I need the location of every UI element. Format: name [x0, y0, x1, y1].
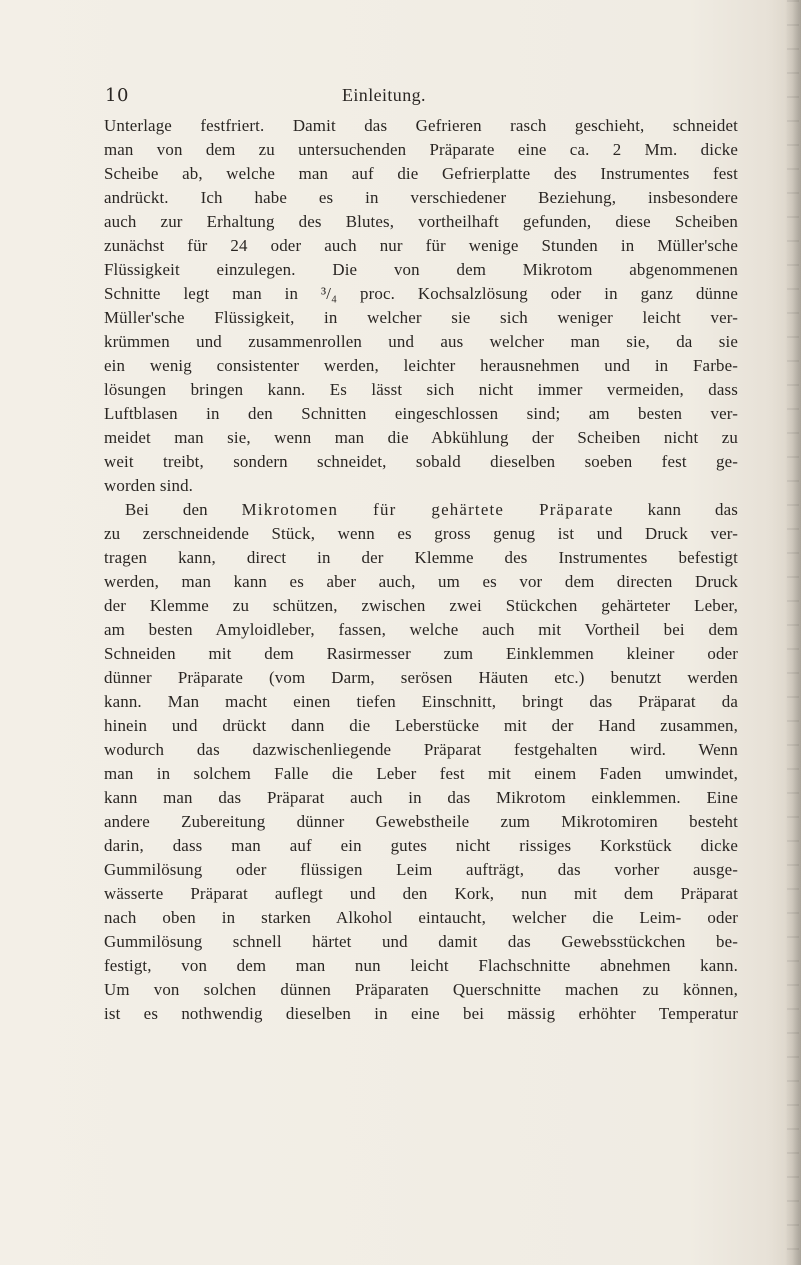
paragraph-2-line: ist es nothwendig dieselben in eine bei mässig erhöhter Temperatur — [104, 1004, 738, 1023]
paragraph-1-line: Luftblasen in den Schnitten eingeschlossen sind; am besten ver- — [104, 404, 738, 423]
paragraph-2-line: der Klemme zu schützen, zwischen zwei Stückchen gehärteter Leber, — [104, 596, 738, 615]
paragraph-2-line: Gummilösung oder flüssigen Leim aufträgt, das vorher ausge- — [104, 860, 738, 879]
paragraph-2-line: darin, dass man auf ein gutes nicht rissiges Korkstück dicke — [104, 836, 738, 855]
paragraph-2-line: nach oben in starken Alkohol eintaucht, welcher die Leim- oder — [104, 908, 738, 927]
paragraph-2-line: kann man das Präparat auch in das Mikrotom einklemmen. Eine — [104, 788, 738, 807]
spaced-heading-phrase: Mikrotomen für gehärtete Präparate — [241, 500, 614, 519]
paragraph-2-line: hinein und drückt dann die Leberstücke mit der Hand zusammen, — [104, 716, 738, 735]
paragraph-1-line: weit treibt, sondern schneidet, sobald dieselben soeben fest ge- — [104, 452, 738, 471]
page-edge-marks — [787, 0, 799, 1265]
paragraph-2-line: Schneiden mit dem Rasirmesser zum Einklemmen kleiner oder — [104, 644, 738, 663]
paragraph-1-line: Schnitte legt man in ³/₄ proc. Kochsalzlösung oder in ganz dünne — [104, 284, 738, 303]
paragraph-1-line: auch zur Erhaltung des Blutes, vortheilhaft gefunden, diese Scheiben — [104, 212, 738, 231]
paragraph-2-opening-tail: kann das — [647, 500, 739, 519]
paragraph-1-line: worden sind. — [104, 476, 194, 495]
paragraph-1-line: lösungen bringen kann. Es lässt sich nicht immer vermeiden, dass — [104, 380, 738, 399]
paragraph-2-line: Gummilösung schnell härtet und damit das Gewebsstückchen be- — [104, 932, 738, 951]
paragraph-1-line: Unterlage festfriert. Damit das Gefrieren rasch geschieht, schneidet — [104, 116, 738, 135]
paragraph-2-line: am besten Amyloidleber, fassen, welche auch mit Vortheil bei dem — [104, 620, 738, 639]
paragraph-1-line: andrückt. Ich habe es in verschiedener Beziehung, insbesondere — [104, 188, 738, 207]
paragraph-1-line: meidet man sie, wenn man die Abkühlung der Scheiben nicht zu — [104, 428, 738, 447]
paragraph-2-line: zu zerschneidende Stück, wenn es gross genug ist und Druck ver- — [104, 524, 738, 543]
paragraph-1-line: Flüssigkeit einzulegen. Die von dem Mikrotom abgenommenen — [104, 260, 738, 279]
running-title: Einleitung. — [342, 85, 426, 105]
paragraph-2-line: wässerte Präparat auflegt und den Kork, nun mit dem Präparat — [104, 884, 738, 903]
paragraph-1-line: Müller'sche Flüssigkeit, in welcher sie sich weniger leicht ver- — [104, 308, 738, 327]
paragraph-2-line: wodurch das dazwischenliegende Präparat festgehalten wird. Wenn — [104, 740, 738, 759]
paragraph-2-line: andere Zubereitung dünner Gewebstheile zum Mikrotomiren besteht — [104, 812, 738, 831]
paragraph-1-line: man von dem zu untersuchenden Präparate eine ca. 2 Mm. dicke — [104, 140, 738, 159]
paragraph-2-line: festigt, von dem man nun leicht Flachschnitte abnehmen kann. — [104, 956, 738, 975]
paragraph-1-line: zunächst für 24 oder auch nur für wenige Stunden in Müller'sche — [104, 236, 738, 255]
page-number: 10 — [105, 85, 129, 106]
paragraph-1-line: Scheibe ab, welche man auf die Gefrierplatte des Instrumentes fest — [104, 164, 738, 183]
paragraph-2-line: Um von solchen dünnen Präparaten Querschnitte machen zu können, — [104, 980, 738, 999]
paragraph-2-first-line — [104, 498, 738, 522]
paragraph-2-opening: Bei den — [125, 500, 208, 519]
body-text — [104, 114, 738, 1026]
paragraph-1-line: krümmen und zusammenrollen und aus welcher man sie, da sie — [104, 332, 738, 351]
paragraph-2-line: kann. Man macht einen tiefen Einschnitt, bringt das Präparat da — [104, 692, 738, 711]
paragraph-2-line: werden, man kann es aber auch, um es vor dem directen Druck — [104, 572, 738, 591]
paragraph-2-line: tragen kann, direct in der Klemme des Instrumentes befestigt — [104, 548, 738, 567]
paragraph-2-line: man in solchem Falle die Leber fest mit einem Faden umwindet, — [104, 764, 738, 783]
paragraph-2-line: dünner Präparate (vom Darm, serösen Häuten etc.) benutzt werden — [104, 668, 738, 687]
paragraph-1-line: ein wenig consistenter werden, leichter herausnehmen und in Farbe- — [104, 356, 738, 375]
